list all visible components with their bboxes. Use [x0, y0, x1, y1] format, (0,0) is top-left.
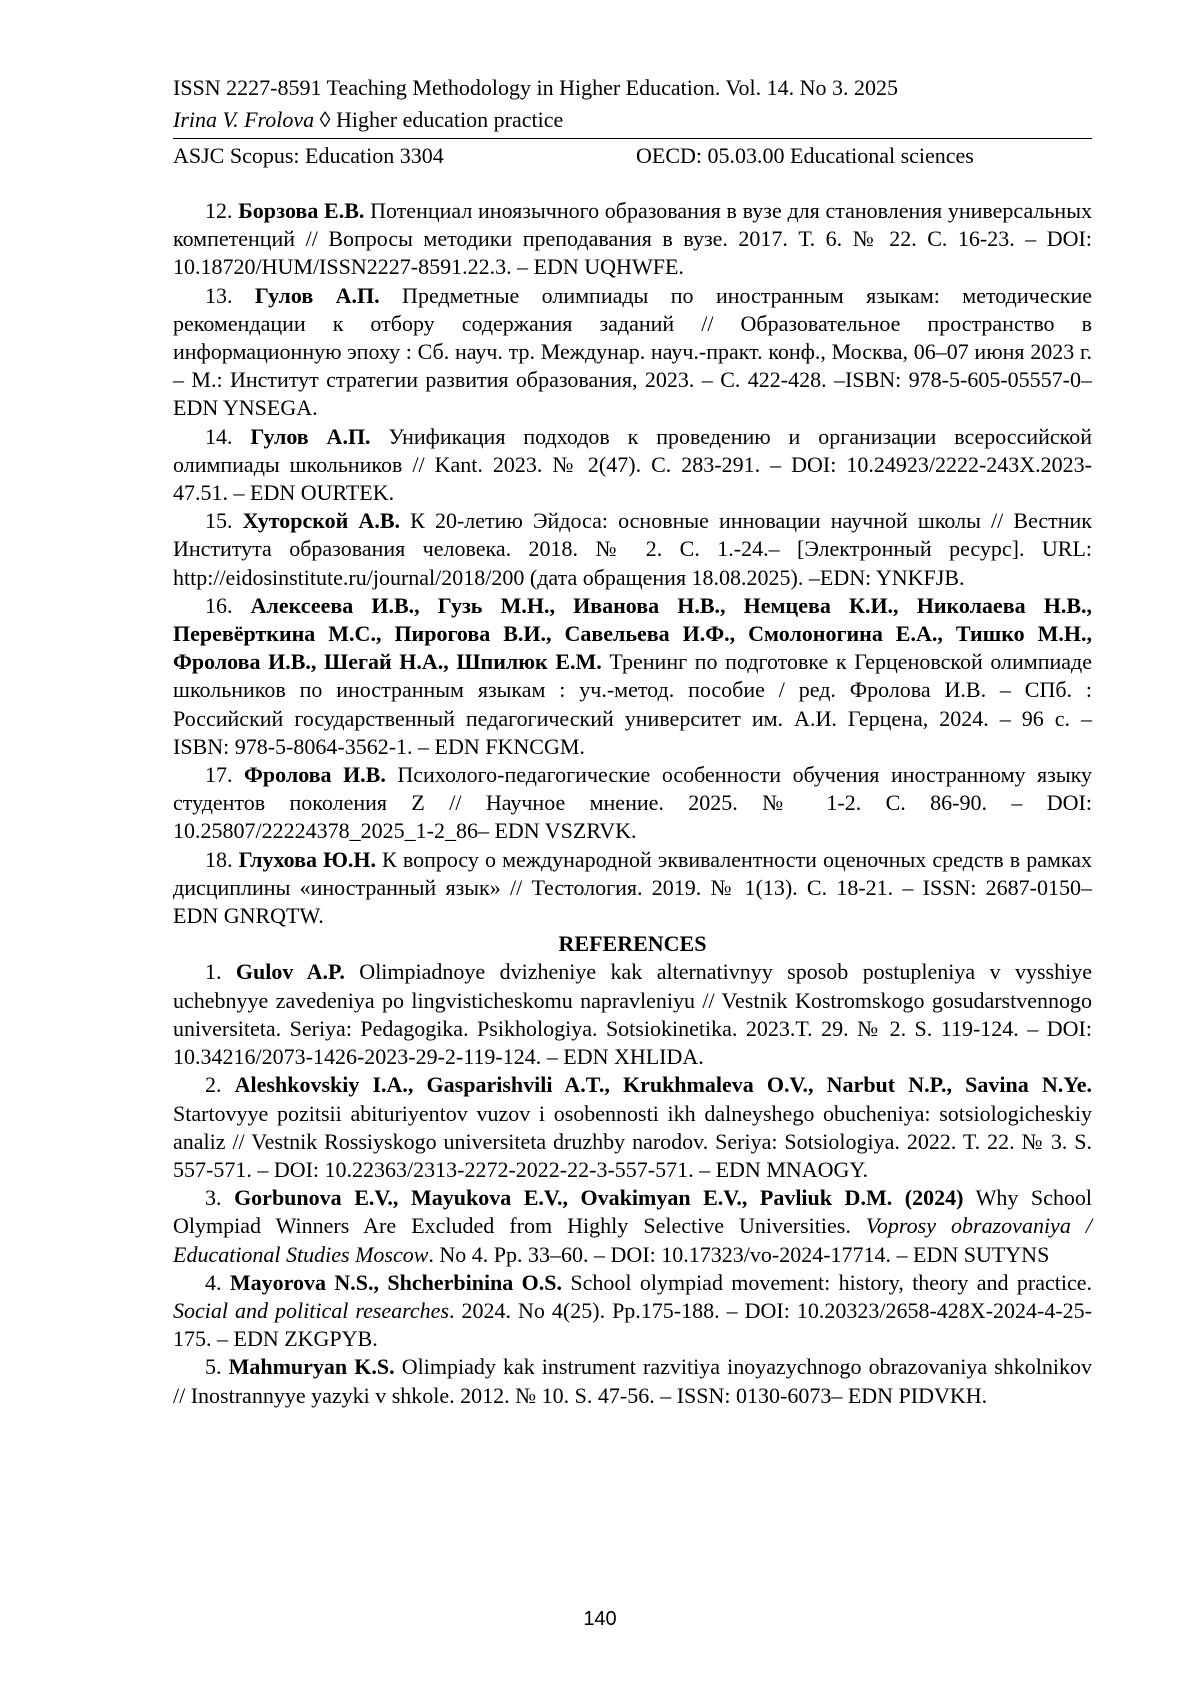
reference-title: School olympiad movement: history, theory and practice.: [562, 1269, 1092, 1295]
reference-text: . 2024. No 4(25). Pp.175-188. – DOI: 10.20323/2658-428X-2024-4-25-175. – EDN ZKGPYB.: [173, 1297, 1092, 1352]
reference-item: [173, 592, 1092, 761]
reference-text: Olimpiadnoye dvizheniye kak alternativnyy sposob postupleniya v vysshiye uchebnyye zavedeniya po lingvisticheskomu napravleniyu // Vestnik Kostromskogo gosudarstvennogo universiteta. Seriya: Pedagogika. Psikhologiya. Sotsiokinetika. 2023.T. 29. № 2. S. 119-124. – DOI: 10.34216/2073-1426-2023-29-2-119-124. – EDN XHLIDA.: [173, 959, 1092, 1070]
reference-text: Унификация подходов к проведению и организации всероссийской олимпиады школьников // Kant. 2023. № 2(47). С. 283-291. – DOI: 10.24923/2222-243X.2023-47.51. – EDN OURTEK.: [173, 423, 1092, 506]
page-number: 140: [583, 1608, 617, 1630]
classification-line: [173, 141, 1092, 171]
reference-authors: Борзова Е.В.: [238, 198, 365, 223]
reference-title: Why School Olympiad Winners Are Excluded from Highly Selective Universities.: [173, 1185, 1093, 1239]
reference-item: [173, 761, 1092, 846]
reference-item: [173, 507, 1092, 592]
author-line: [173, 104, 1092, 136]
reference-text: Тренинг по подготовке к Герценовской олимпиаде школьников по иностранным языкам : уч.-метод. пособие / ред. Фролова И.В. – СПб. : Российский государственный педагогический университет им. А.И. Герцена, 2024. – 96 с. – ISBN: 978-5-8064-3562-1. – EDN FKNCGM.: [173, 649, 1092, 759]
reference-text: Startovyye pozitsii abituriyentov vuzov i osobennosti ikh dalneyshego obucheniya: sotsiologicheskiy analiz // Vestnik Rossiyskogo universiteta druzhby narodov. Seriya: Sotsiologiya. 2022. T. 22. № 3. S. 557-571. – DOI: 10.22363/2313-2272-2022-22-3-557-571. – EDN MNAOGY.: [173, 1100, 1092, 1182]
reference-text: Olimpiady kak instrument razvitiya inoyazychnogo obrazovaniya shkolnikov // Inostrannyye yazyki v shkole. 2012. № 10. S. 47-56. – ISSN: 0130-6073– EDN PIDVKH.: [173, 1354, 1092, 1408]
reference-source: Voprosy obrazovaniya / Educational Studies Moscow: [173, 1213, 1092, 1267]
reference-number: 1.: [205, 959, 222, 985]
running-header: [173, 72, 1092, 136]
header-rule: [173, 138, 1092, 139]
reference-text: К 20-летию Эйдоса: основные инновации научной школы // Вестник Института образования человека. 2018. № 2. С. 1.-24.– [Электронный ресурс]. URL: http://eidosinstitute.ru/journal/2018/200 (дата обращения 18.08.2025). –EDN: YNKFJB.: [173, 508, 1092, 590]
reference-number: 16.: [205, 592, 233, 618]
reference-authors: Mayorova N.S., Shcherbinina O.S.: [229, 1269, 562, 1295]
reference-authors: Фролова И.В.: [244, 762, 386, 788]
reference-number: 13.: [205, 282, 233, 308]
english-references: [173, 958, 1092, 1409]
references-heading: REFERENCES: [558, 931, 707, 957]
reference-text: Потенциал иноязычного образования в вузе для становления универсальных компетенций // Вопросы методики преподавания в вузе. 2017. Т. 6. № 22. С. 16-23. – DOI: 10.18720/HUM/ISSN2227-8591.22.3. – EDN UQHWFE.: [173, 198, 1092, 280]
asjc-code: ASJC Scopus: Education 3304: [173, 143, 444, 168]
russian-references: [173, 197, 1092, 930]
reference-item: [173, 846, 1092, 931]
reference-text: . No 4. Pp. 33–60. – DOI: 10.17323/vo-2024-17714. – EDN SUTYNS: [428, 1241, 1050, 1267]
reference-item: [173, 1269, 1092, 1354]
reference-authors: Гулов А.П.: [254, 282, 380, 308]
reference-authors: Гулов А.П.: [250, 423, 371, 449]
reference-source: Social and political researches: [173, 1297, 450, 1323]
reference-number: 15.: [205, 508, 233, 534]
reference-authors: Gorbunova E.V., Mayukova E.V., Ovakimyan E.V., Pavliuk D.M. (2024): [234, 1185, 964, 1211]
reference-item: [173, 423, 1092, 508]
reference-item: [173, 1071, 1092, 1184]
reference-number: 14.: [205, 423, 233, 449]
reference-authors: Алексеева И.В., Гузь М.Н., Иванова Н.В., Немцева К.И., Николаева Н.В., Перевёрткина М.С., Пирогова В.И., Савельева И.Ф., Смолоногина Е.А., Тишко М.Н., Фролова И.В., Шегай Н.А., Шпилюк Е.М.: [173, 592, 1093, 675]
reference-number: 3.: [205, 1185, 222, 1211]
reference-item: [173, 197, 1092, 282]
reference-number: 12.: [205, 198, 233, 223]
reference-item: [173, 1184, 1092, 1269]
reference-item: [173, 1353, 1092, 1409]
reference-text: Психолого-педагогические особенности обучения иностранному языку студентов поколения Z // Научное мнение. 2025. № 1-2. С. 86-90. – DOI: 10.25807/22224378_2025_1-2_86– EDN VSZRVK.: [173, 762, 1092, 844]
reference-number: 18.: [205, 846, 233, 872]
reference-number: 17.: [205, 762, 233, 788]
reference-authors: Aleshkovskiy I.A., Gasparishvili A.T., Krukhmaleva O.V., Narbut N.P., Savina N.Ye.: [234, 1072, 1093, 1098]
header-separator: ◊: [314, 107, 337, 132]
reference-authors: Mahmuryan K.S.: [228, 1354, 395, 1380]
reference-list: [173, 197, 1092, 1410]
header-author: Irina V. Frolova: [173, 107, 315, 132]
reference-text: К вопросу о международной эквивалентности оценочных средств в рамках дисциплины «иностранный язык» // Тестология. 2019. № 1(13). С. 18-21. – ISSN: 2687-0150– EDN GNRQTW.: [173, 846, 1092, 929]
reference-number: 2.: [205, 1072, 222, 1098]
reference-authors: Gulov A.P.: [235, 959, 345, 985]
reference-text: Предметные олимпиады по иностранным языкам: методические рекомендации к отбору содержания заданий // Образовательное пространство в информационную эпоху : Сб. науч. тр. Междунар. науч.-практ. конф., Москва, 06–07 июня 2023 г. – М.: Институт стратегии развития образования, 2023. – С. 422-428. –ISBN: 978-5-605-05557-0– EDN YNSEGA.: [173, 282, 1092, 421]
reference-number: 5.: [205, 1354, 222, 1380]
reference-item: [173, 282, 1092, 423]
journal-line: ISSN 2227-8591 Teaching Methodology in Higher Education. Vol. 14. No 3. 2025: [173, 75, 899, 100]
reference-number: 4.: [205, 1269, 222, 1295]
reference-authors: Глухова Ю.Н.: [238, 846, 376, 872]
reference-authors: Хуторской А.В.: [242, 508, 400, 534]
header-topic: Higher education practice: [336, 107, 564, 132]
reference-item: [173, 958, 1092, 1071]
oecd-code: OECD: 05.03.00 Educational sciences: [636, 143, 974, 168]
